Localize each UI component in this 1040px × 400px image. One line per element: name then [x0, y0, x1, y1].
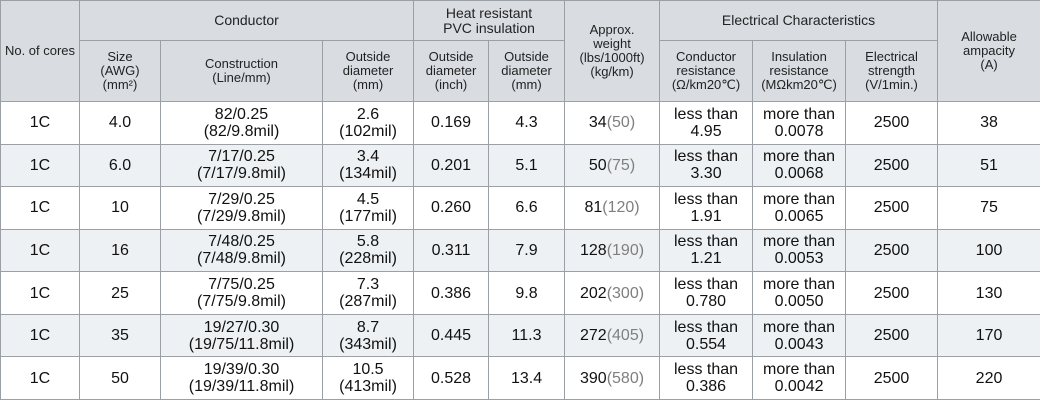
header-insulation-od-mm: Outside diameter (mm)	[489, 41, 565, 102]
cell-insulation-resistance: more than 0.0042	[753, 357, 846, 400]
header-electrical-strength: Electrical strength (V/1min.)	[846, 41, 938, 102]
cell-insulation-od-mm: 6.6	[489, 187, 565, 230]
table-row	[1, 144, 1040, 187]
cell-conductor-resistance: less than 3.30	[660, 144, 753, 187]
cell-conductor-od: 4.5 (177mil)	[323, 187, 414, 230]
cell-cores: 1C	[1, 187, 80, 230]
table-header	[1, 1, 1040, 102]
cell-insulation-od-mm: 4.3	[489, 102, 565, 145]
cell-conductor-resistance: less than 0.554	[660, 314, 753, 357]
cell-size: 16	[80, 229, 161, 272]
cell-electrical-strength: 2500	[846, 102, 938, 145]
cell-insulation-od-inch: 0.201	[414, 144, 489, 187]
cell-electrical-strength: 2500	[846, 272, 938, 315]
cell-conductor-od: 5.8 (228mil)	[323, 229, 414, 272]
table-row	[1, 272, 1040, 315]
cell-insulation-od-inch: 0.169	[414, 102, 489, 145]
cell-ampacity: 51	[938, 144, 1040, 187]
cell-conductor-resistance: less than 4.95	[660, 102, 753, 145]
cell-insulation-od-inch: 0.528	[414, 357, 489, 400]
cell-construction: 7/75/0.25 (7/75/9.8mil)	[161, 272, 323, 315]
cell-conductor-resistance: less than 0.386	[660, 357, 753, 400]
cell-electrical-strength: 2500	[846, 357, 938, 400]
cell-weight: 128(190)	[565, 229, 660, 272]
cell-ampacity: 220	[938, 357, 1040, 400]
cell-ampacity: 75	[938, 187, 1040, 230]
table-row	[1, 229, 1040, 272]
cell-insulation-od-inch: 0.386	[414, 272, 489, 315]
cell-insulation-resistance: more than 0.0078	[753, 102, 846, 145]
cell-electrical-strength: 2500	[846, 314, 938, 357]
header-construction: Construction (Line/mm)	[161, 41, 323, 102]
cell-cores: 1C	[1, 357, 80, 400]
cell-conductor-resistance: less than 1.91	[660, 187, 753, 230]
header-conductor-resistance: Conductor resistance (Ω/km20℃)	[660, 41, 753, 102]
cell-size: 4.0	[80, 102, 161, 145]
table-row	[1, 102, 1040, 145]
cell-conductor-resistance: less than 0.780	[660, 272, 753, 315]
cell-weight: 272(405)	[565, 314, 660, 357]
cell-cores: 1C	[1, 102, 80, 145]
cell-cores: 1C	[1, 272, 80, 315]
cell-construction: 7/29/0.25 (7/29/9.8mil)	[161, 187, 323, 230]
cell-insulation-resistance: more than 0.0068	[753, 144, 846, 187]
cell-ampacity: 100	[938, 229, 1040, 272]
cell-weight: 390(580)	[565, 357, 660, 400]
table-row	[1, 314, 1040, 357]
cell-insulation-od-mm: 11.3	[489, 314, 565, 357]
header-weight: Approx. weight (lbs/1000ft) (kg/km)	[565, 1, 660, 102]
table-body	[1, 102, 1040, 400]
header-conductor: Conductor	[80, 1, 414, 41]
table-row	[1, 357, 1040, 400]
cell-insulation-od-mm: 9.8	[489, 272, 565, 315]
cell-size: 25	[80, 272, 161, 315]
cell-conductor-od: 7.3 (287mil)	[323, 272, 414, 315]
cell-ampacity: 170	[938, 314, 1040, 357]
cell-electrical-strength: 2500	[846, 144, 938, 187]
header-insulation: Heat resistant PVC insulation	[414, 1, 565, 41]
cell-weight: 202(300)	[565, 272, 660, 315]
cell-insulation-resistance: more than 0.0053	[753, 229, 846, 272]
cell-cores: 1C	[1, 144, 80, 187]
cell-weight: 81(120)	[565, 187, 660, 230]
cell-construction: 7/17/0.25 (7/17/9.8mil)	[161, 144, 323, 187]
cell-cores: 1C	[1, 314, 80, 357]
cell-insulation-resistance: more than 0.0043	[753, 314, 846, 357]
cell-weight: 50(75)	[565, 144, 660, 187]
cell-weight: 34(50)	[565, 102, 660, 145]
table-row	[1, 187, 1040, 230]
cell-conductor-od: 3.4 (134mil)	[323, 144, 414, 187]
cell-conductor-od: 8.7 (343mil)	[323, 314, 414, 357]
cell-size: 50	[80, 357, 161, 400]
cell-insulation-od-inch: 0.311	[414, 229, 489, 272]
cell-electrical-strength: 2500	[846, 229, 938, 272]
cell-construction: 19/27/0.30 (19/75/11.8mil)	[161, 314, 323, 357]
header-ampacity: Allowable ampacity (A)	[938, 1, 1040, 102]
header-insulation-resistance: Insulation resistance (MΩkm20℃)	[753, 41, 846, 102]
cell-size: 35	[80, 314, 161, 357]
cell-insulation-od-mm: 13.4	[489, 357, 565, 400]
cell-insulation-resistance: more than 0.0065	[753, 187, 846, 230]
cell-insulation-od-mm: 5.1	[489, 144, 565, 187]
cell-cores: 1C	[1, 229, 80, 272]
cell-size: 6.0	[80, 144, 161, 187]
cell-electrical-strength: 2500	[846, 187, 938, 230]
header-cores: No. of cores	[1, 1, 80, 102]
cell-conductor-od: 10.5 (413mil)	[323, 357, 414, 400]
header-conductor-od: Outside diameter (mm)	[323, 41, 414, 102]
header-insulation-od-inch: Outside diameter (inch)	[414, 41, 489, 102]
cell-ampacity: 130	[938, 272, 1040, 315]
cell-conductor-resistance: less than 1.21	[660, 229, 753, 272]
cell-construction: 7/48/0.25 (7/48/9.8mil)	[161, 229, 323, 272]
header-size: Size (AWG) (mm²)	[80, 41, 161, 102]
cell-ampacity: 38	[938, 102, 1040, 145]
cell-insulation-resistance: more than 0.0050	[753, 272, 846, 315]
header-electrical: Electrical Characteristics	[660, 1, 938, 41]
cell-insulation-od-inch: 0.260	[414, 187, 489, 230]
cell-conductor-od: 2.6 (102mil)	[323, 102, 414, 145]
cell-insulation-od-inch: 0.445	[414, 314, 489, 357]
cell-size: 10	[80, 187, 161, 230]
cell-insulation-od-mm: 7.9	[489, 229, 565, 272]
cell-construction: 82/0.25 (82/9.8mil)	[161, 102, 323, 145]
cell-construction: 19/39/0.30 (19/39/11.8mil)	[161, 357, 323, 400]
